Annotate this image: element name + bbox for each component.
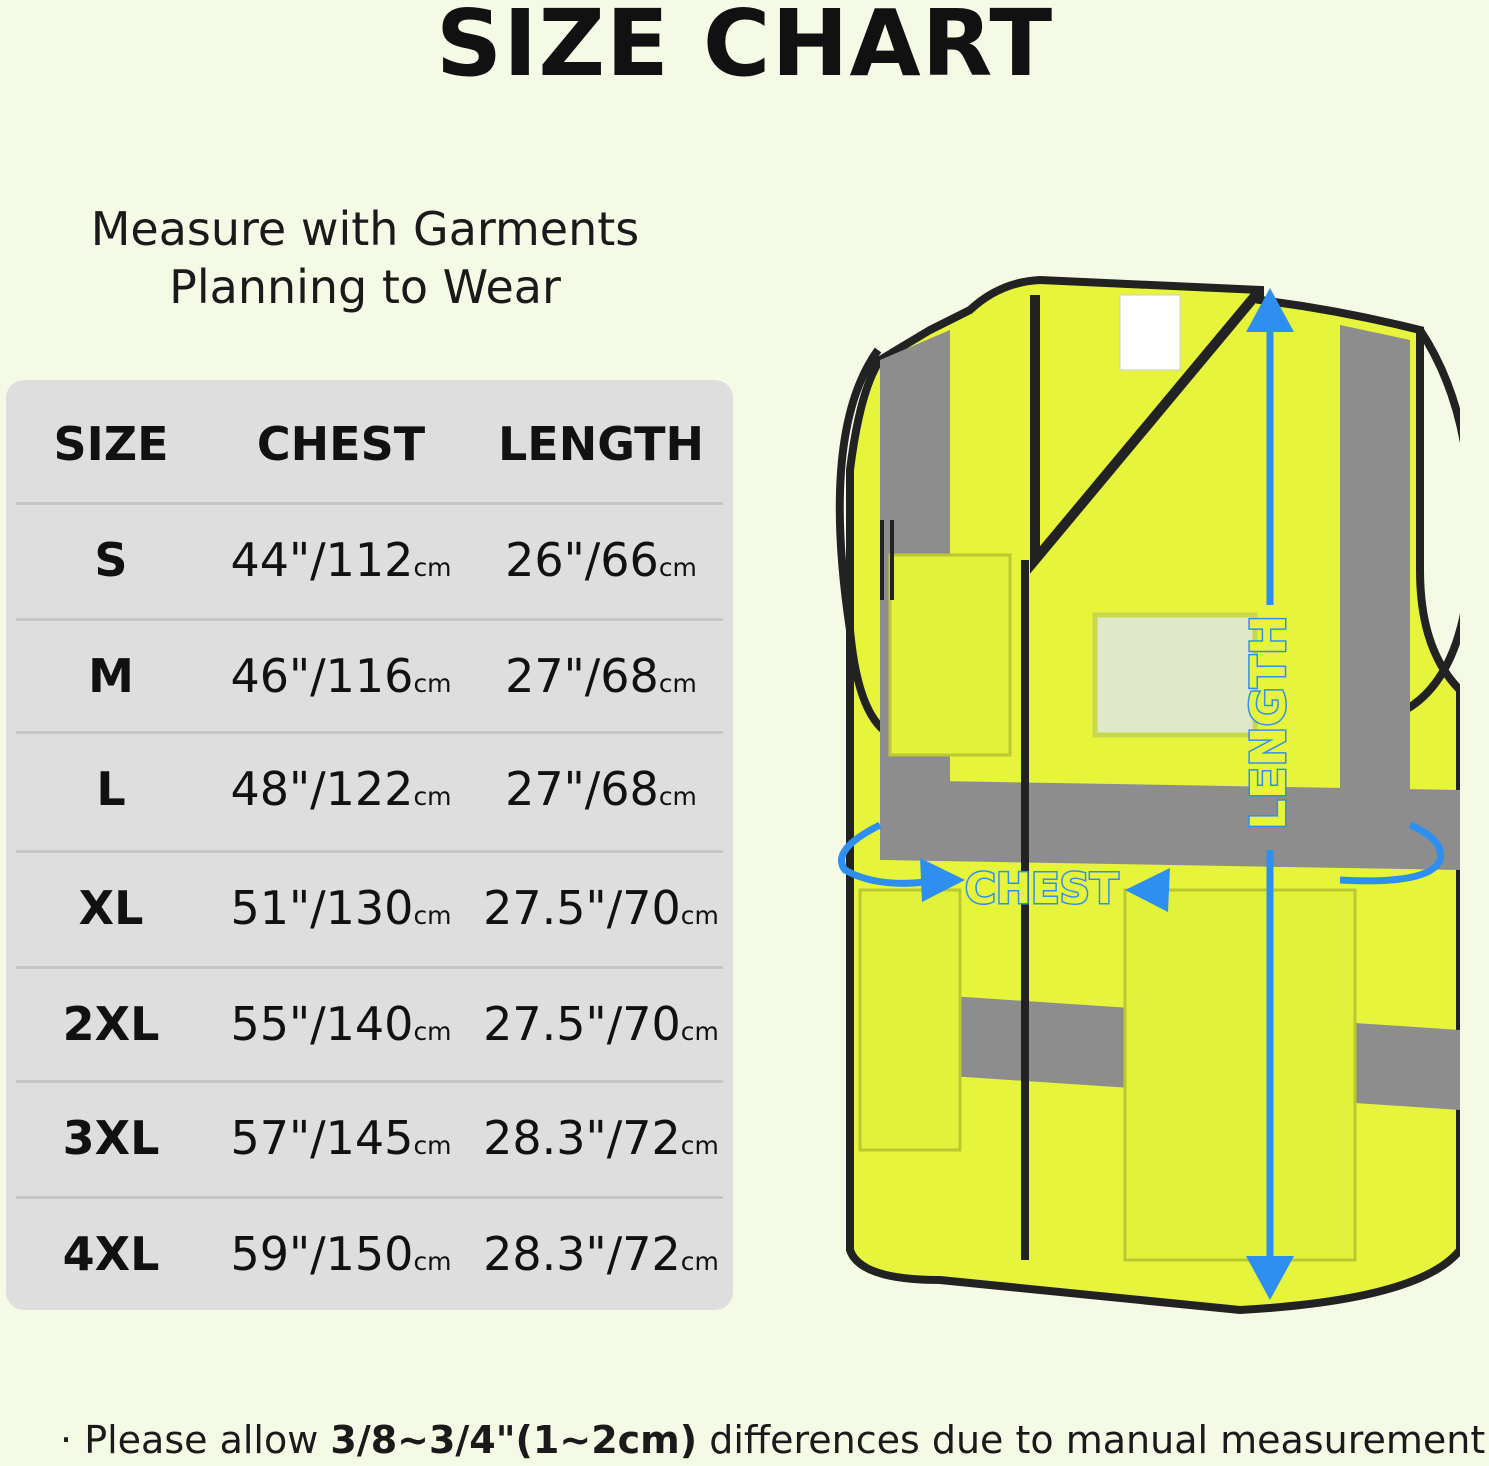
chest-value: 59"/150 bbox=[230, 1227, 414, 1281]
table-row bbox=[6, 966, 733, 1082]
chest-unit: cm bbox=[413, 553, 452, 582]
size-cell: M bbox=[88, 649, 134, 703]
page-title: SIZE CHART bbox=[435, 0, 1054, 97]
table-row bbox=[6, 850, 733, 966]
chest-value: 44"/112 bbox=[230, 533, 414, 587]
length-unit: cm bbox=[680, 1131, 719, 1160]
length-cell bbox=[476, 533, 726, 587]
size-table bbox=[6, 380, 733, 1310]
length-unit: cm bbox=[658, 669, 697, 698]
subtitle-line-1: Measure with Garments bbox=[90, 202, 640, 256]
chest-value: 57"/145 bbox=[230, 1111, 414, 1165]
length-value: 28.3"/72 bbox=[483, 1111, 681, 1165]
length-unit: cm bbox=[680, 1247, 719, 1276]
length-value: 26"/66 bbox=[505, 533, 659, 587]
chest-unit: cm bbox=[413, 782, 452, 811]
chest-unit: cm bbox=[413, 1017, 452, 1046]
subtitle-line-2: Planning to Wear bbox=[169, 260, 561, 314]
header-chest: CHEST bbox=[256, 417, 426, 471]
vest-diagram bbox=[820, 270, 1460, 1350]
chest-cell bbox=[206, 533, 476, 587]
table-row bbox=[6, 502, 733, 618]
length-cell bbox=[476, 881, 726, 935]
table-row bbox=[6, 1080, 733, 1196]
chest-cell bbox=[206, 649, 476, 703]
length-unit: cm bbox=[658, 553, 697, 582]
length-label: LENGTH bbox=[1241, 614, 1297, 830]
length-cell bbox=[476, 1111, 726, 1165]
length-cell bbox=[476, 762, 726, 816]
note-tolerance: 3/8~3/4"(1~2cm) bbox=[330, 1418, 698, 1462]
length-cell bbox=[476, 997, 726, 1051]
chest-cell bbox=[206, 1111, 476, 1165]
chest-label: CHEST bbox=[965, 864, 1119, 913]
chest-unit: cm bbox=[413, 1247, 452, 1276]
table-row bbox=[6, 731, 733, 847]
vest-illustration bbox=[840, 280, 1460, 1310]
chest-unit: cm bbox=[413, 669, 452, 698]
size-cell: L bbox=[96, 762, 126, 816]
length-value: 27"/68 bbox=[505, 649, 659, 703]
size-cell: S bbox=[94, 533, 128, 587]
length-cell bbox=[476, 649, 726, 703]
note-bullet: · bbox=[60, 1418, 73, 1462]
note-text-before: Please allow bbox=[84, 1418, 331, 1462]
size-cell: XL bbox=[78, 881, 144, 935]
chest-value: 48"/122 bbox=[230, 762, 414, 816]
length-value: 27"/68 bbox=[505, 762, 659, 816]
chest-unit: cm bbox=[413, 901, 452, 930]
table-header-row bbox=[6, 386, 733, 502]
size-cell: 4XL bbox=[62, 1227, 160, 1281]
chest-cell bbox=[206, 881, 476, 935]
length-cell bbox=[476, 1227, 726, 1281]
measure-instruction bbox=[40, 200, 690, 316]
length-value: 28.3"/72 bbox=[483, 1227, 681, 1281]
chest-value: 55"/140 bbox=[230, 997, 414, 1051]
chest-cell bbox=[206, 762, 476, 816]
chest-value: 46"/116 bbox=[230, 649, 414, 703]
table-row bbox=[6, 618, 733, 734]
length-unit: cm bbox=[680, 901, 719, 930]
measurement-note bbox=[60, 1418, 1486, 1462]
length-unit: cm bbox=[680, 1017, 719, 1046]
chest-unit: cm bbox=[413, 1131, 452, 1160]
length-value: 27.5"/70 bbox=[483, 881, 681, 935]
table-row bbox=[6, 1196, 733, 1312]
size-cell: 3XL bbox=[62, 1111, 160, 1165]
length-unit: cm bbox=[658, 782, 697, 811]
size-cell: 2XL bbox=[62, 997, 160, 1051]
length-value: 27.5"/70 bbox=[483, 997, 681, 1051]
chest-value: 51"/130 bbox=[230, 881, 414, 935]
header-length: LENGTH bbox=[497, 417, 705, 471]
chest-cell bbox=[206, 997, 476, 1051]
note-text-after: differences due to manual measurement bbox=[697, 1418, 1486, 1462]
header-size: SIZE bbox=[53, 417, 169, 471]
chest-cell bbox=[206, 1227, 476, 1281]
